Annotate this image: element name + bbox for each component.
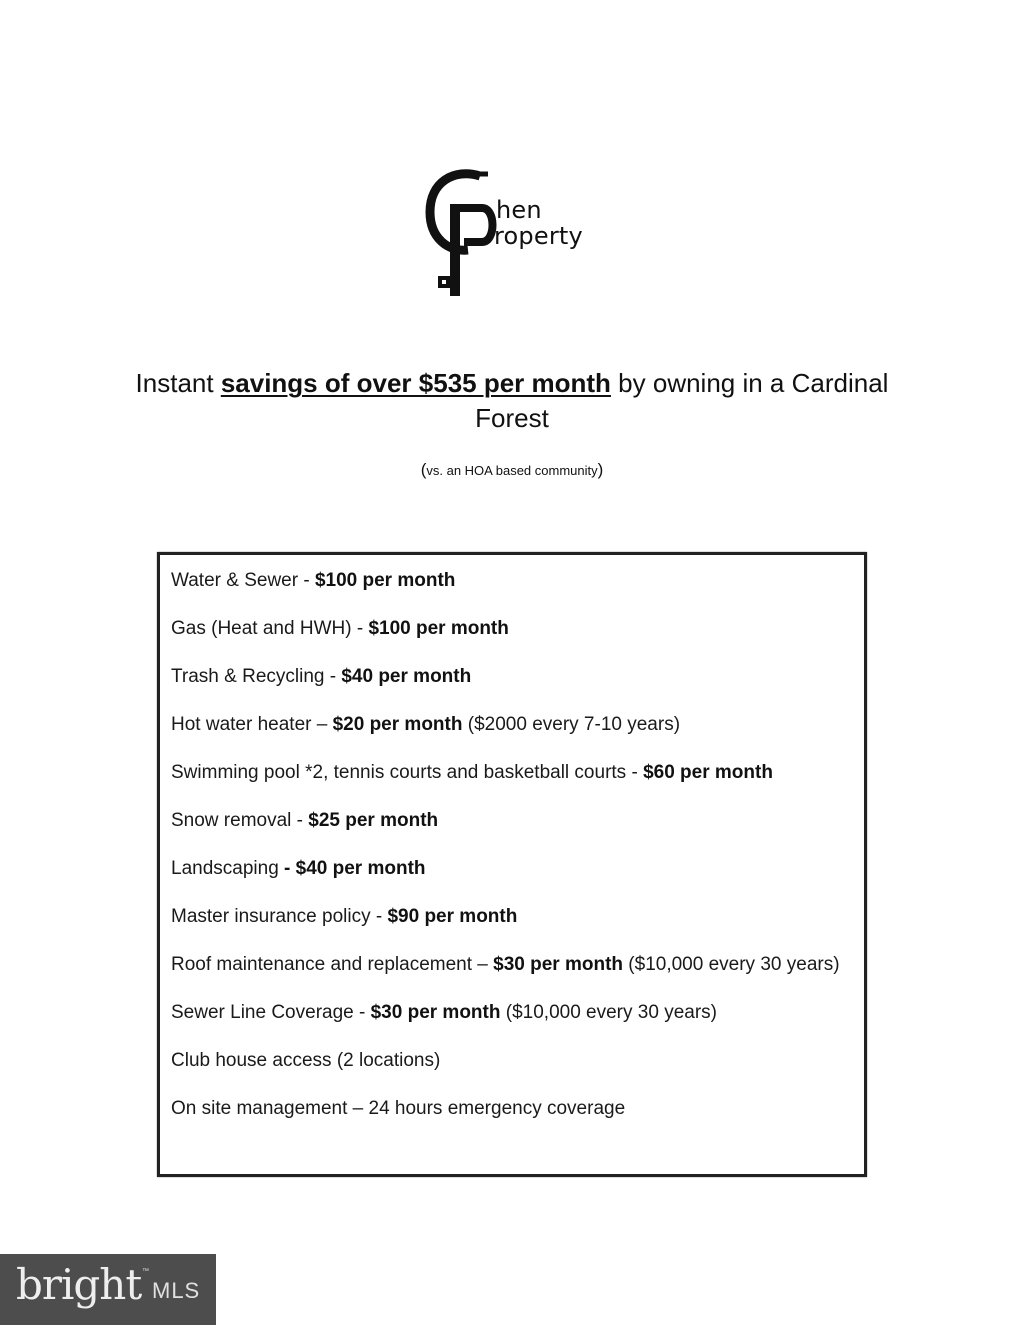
cost-item-trash [171,663,855,691]
note-text: vs. an HOA based community [426,463,598,478]
headline-emphasis: savings of over $535 per month [220,368,611,398]
cost-item-sewer-line [171,999,855,1027]
cost-amount: $60 per month [643,762,773,783]
cost-label: Hot water heater – [171,714,333,735]
cost-label: Sewer Line Coverage - [171,1002,371,1023]
cost-label: Master insurance policy - [171,906,388,927]
cost-label: Gas (Heat and HWH) - [171,618,369,639]
cost-label: Trash & Recycling - [171,666,342,687]
cost-label: Roof maintenance and replacement – [171,954,494,975]
cost-extra: ($2000 every 7-10 years) [462,714,681,735]
cost-amount: $40 per month [341,666,472,687]
cost-item-clubhouse [171,1047,855,1075]
cost-amount: $30 per month [493,954,624,975]
cost-amount: $25 per month [308,810,439,831]
cost-item-snow [171,807,855,835]
included-costs-box [157,552,867,1177]
cost-extra: ($10,000 every 30 years) [623,954,840,975]
cost-extra: ($10,000 every 30 years) [500,1002,717,1023]
cost-item-hot-water [171,711,855,739]
cost-item-gas [171,615,855,643]
cost-label: Snow removal - [171,810,309,831]
note-close-paren: ) [597,460,604,479]
mls-wordmark: MLS [152,1278,201,1303]
cost-item-management [171,1095,855,1123]
comparison-note [0,460,1024,480]
cost-amount: $90 per month [387,906,518,927]
cost-amount: - $40 per month [284,858,426,879]
cost-label: Club house access (2 locations) [171,1050,441,1071]
headline-prefix: Instant [135,368,221,398]
cost-amount: $100 per month [368,618,509,639]
note-open-paren: ( [420,460,427,479]
company-logo [424,168,594,303]
logo-text-line2: roperty [494,222,583,250]
cost-label: Swimming pool *2, tennis courts and basketball courts - [171,762,644,783]
trademark-symbol: ™ [142,1268,149,1275]
cost-item-water-sewer [171,567,855,595]
cost-amount: $20 per month [332,714,463,735]
cost-label: Water & Sewer - [171,570,315,591]
cost-item-amenities [171,759,855,787]
headline-suffix: by owning in a Cardinal Forest [475,368,889,433]
cost-item-roof [171,951,855,979]
cost-list [171,567,855,1143]
cost-amount: $30 per month [370,1002,501,1023]
cost-item-insurance [171,903,855,931]
cost-amount: $100 per month [314,570,456,591]
cost-label: Landscaping [171,858,285,879]
cost-item-landscaping [171,855,855,883]
bright-mls-watermark [0,1254,216,1325]
bright-wordmark: bright [16,1260,142,1309]
savings-headline [100,366,924,436]
logo-text-line1: hen [496,196,542,224]
cost-label: On site management – 24 hours emergency coverage [171,1098,626,1119]
